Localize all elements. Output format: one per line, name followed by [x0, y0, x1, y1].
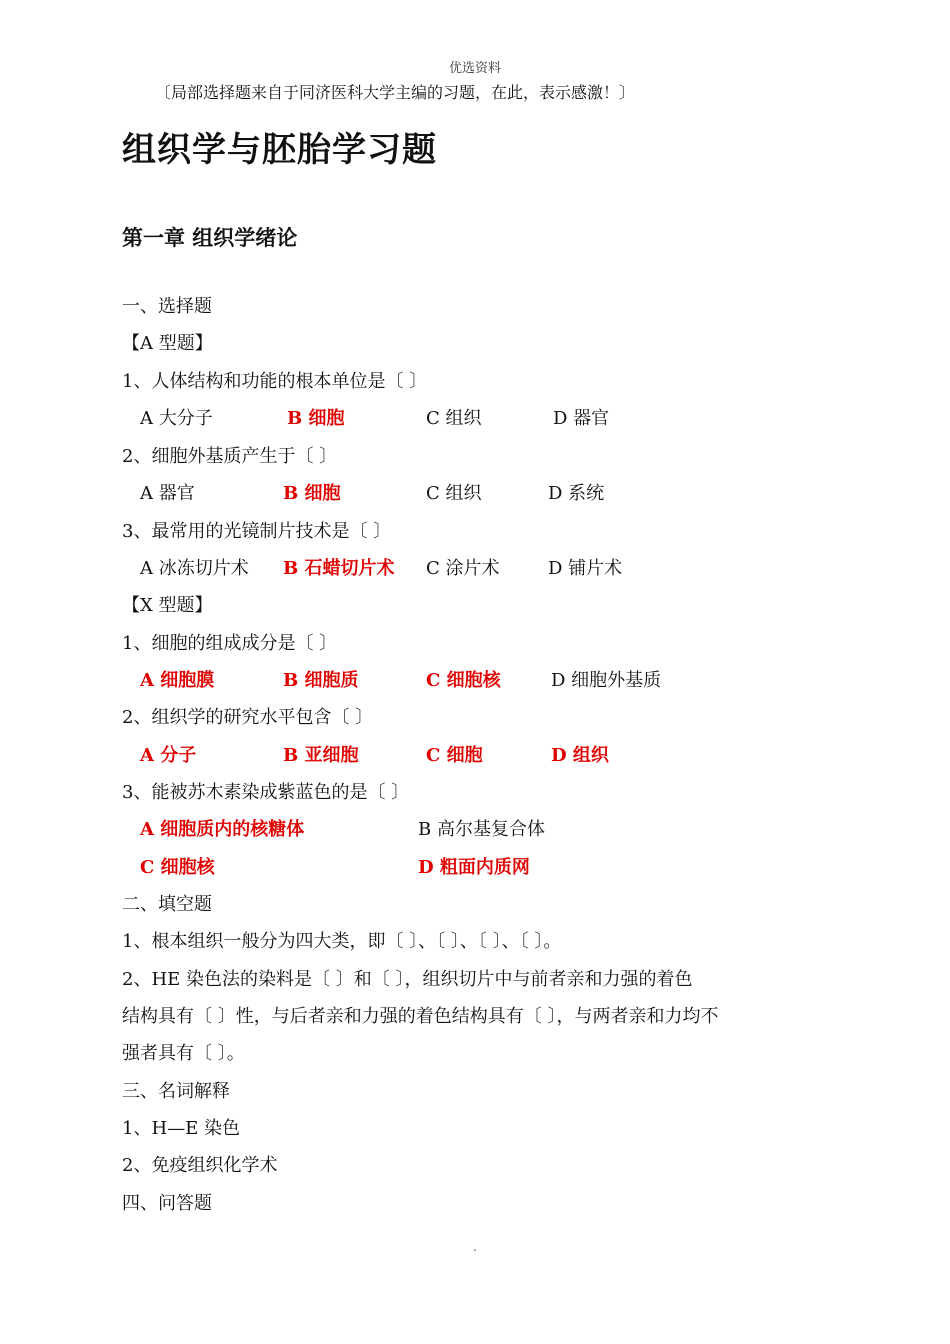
- term-1: 1、H—E 染色: [122, 1118, 241, 1139]
- question-a2: 2、细胞外基质产生于〔 〕: [122, 446, 338, 467]
- option-x1-d: D 细胞外基质: [551, 670, 662, 691]
- option-a3-c: C 涂片术: [426, 558, 500, 579]
- source-note: 〔局部选择题来自于同济医科大学主编的习题，在此，表示感激！〕: [155, 83, 636, 102]
- option-a3-b-answer: B 石蜡切片术: [283, 558, 395, 579]
- type-a-heading: 【A 型题】: [122, 333, 213, 354]
- option-a2-c: C 组织: [426, 483, 482, 504]
- chapter-heading: 第一章 组织学绪论: [122, 226, 298, 250]
- option-a1-c: C 组织: [426, 408, 482, 429]
- option-x3-c-answer: C 细胞核: [140, 857, 215, 878]
- fill-question-2-line3: 强者具有〔 〕。: [122, 1043, 245, 1064]
- fill-question-2-line1: 2、HE 染色法的染料是〔 〕和〔 〕，组织切片中与前者亲和力强的着色: [122, 969, 693, 990]
- question-a3: 3、最常用的光镜制片技术是〔 〕: [122, 521, 392, 542]
- option-a3-d: D 铺片术: [548, 558, 623, 579]
- option-x1-b-answer: B 细胞质: [283, 670, 359, 691]
- option-x2-c-answer: C 细胞: [426, 745, 483, 766]
- option-a2-a: A 器官: [140, 483, 195, 504]
- page-footer: .: [473, 1240, 477, 1254]
- question-a1: 1、人体结构和功能的根本单位是〔 〕: [122, 371, 428, 392]
- section-heading-fill: 二、填空题: [122, 894, 212, 915]
- section-heading-terms: 三、名词解释: [122, 1081, 230, 1102]
- option-x3-d-answer: D 粗面内质网: [418, 857, 530, 878]
- type-x-heading: 【X 型题】: [122, 595, 213, 616]
- question-x2: 2、组织学的研究水平包含〔 〕: [122, 707, 374, 728]
- section-heading-qa: 四、问答题: [122, 1193, 212, 1214]
- option-a2-b-answer: B 细胞: [283, 483, 341, 504]
- fill-question-2-line2: 结构具有〔 〕性，与后者亲和力强的着色结构具有〔 〕，与两者亲和力均不: [122, 1006, 719, 1027]
- option-x1-a-answer: A 细胞膜: [140, 670, 215, 691]
- option-x3-a-answer: A 细胞质内的核糖体: [140, 819, 305, 840]
- section-heading-choice: 一、选择题: [122, 296, 212, 317]
- option-a2-d: D 系统: [548, 483, 605, 504]
- option-x3-b: B 高尔基复合体: [418, 819, 545, 840]
- option-a1-d: D 器官: [553, 408, 610, 429]
- option-x2-a-answer: A 分子: [140, 745, 197, 766]
- term-2: 2、免疫组织化学术: [122, 1155, 278, 1176]
- question-x1: 1、细胞的组成成分是〔 〕: [122, 633, 338, 654]
- option-x1-c-answer: C 细胞核: [426, 670, 501, 691]
- page-title: 组织学与胚胎学习题: [122, 130, 437, 170]
- page-header: 优选资料: [448, 61, 501, 76]
- option-a1-a: A 大分子: [140, 408, 213, 429]
- option-a3-a: A 冰冻切片术: [140, 558, 249, 579]
- option-x2-d-answer: D 组织: [551, 745, 609, 766]
- option-a1-b-answer: B 细胞: [287, 408, 345, 429]
- fill-question-1: 1、根本组织一般分为四大类，即〔 〕、〔 〕、〔 〕、〔 〕。: [122, 931, 562, 952]
- question-x3: 3、能被苏木素染成紫蓝色的是〔 〕: [122, 782, 410, 803]
- option-x2-b-answer: B 亚细胞: [283, 745, 359, 766]
